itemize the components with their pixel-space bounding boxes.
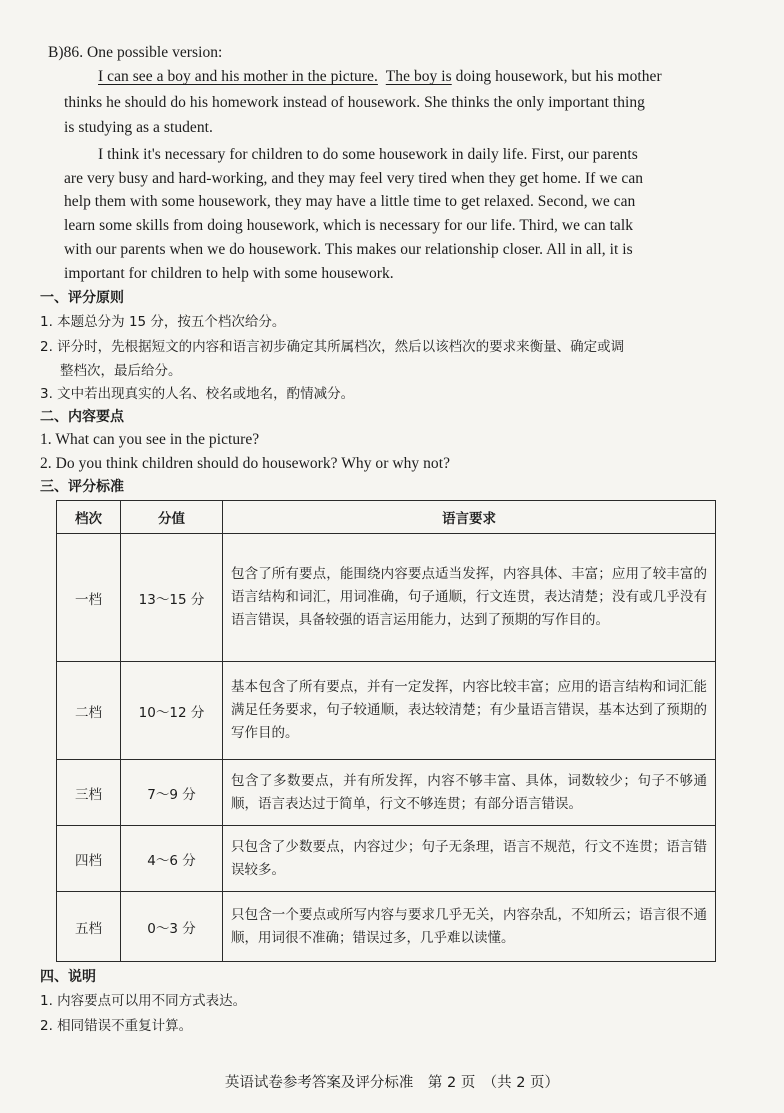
essay-p2-line6: important for children to help with some housework. [64,265,394,282]
section-heading-principles: 一、评分原则 [40,290,124,306]
section-heading-criteria: 三、评分标准 [40,479,124,495]
table-row [57,534,716,662]
content-point-1: 1. What can you see in the picture? [40,431,260,448]
essay-p1-line1 [98,67,662,87]
table-row [57,760,716,826]
essay-p1-line2: thinks he should do his homework instead of housework. She thinks the only important thing [64,94,645,111]
requirement-cell: 包含了多数要点，并有所发挥，内容不够丰富、具体，词数较少；句子不够通顺，语言表达过于简单，行文不够连贯；有部分语言错误。 [223,760,716,826]
table-row [57,892,716,962]
score-cell: 10～12 分 [121,662,223,760]
essay-p2-line5: with our parents when we do housework. This makes our relationship closer. All in all, it is [64,241,633,258]
note-1: 1. 内容要点可以用不同方式表达。 [40,993,247,1009]
essay-p2-line2: are very busy and hard-working, and they may feel very tired when they get home. If we can [64,170,644,187]
underlined-phrase: The boy is [385,68,452,85]
level-cell: 四档 [57,826,121,892]
header-requirement: 语言要求 [223,501,716,534]
requirement-cell: 基本包含了所有要点，并有一定发挥，内容比较丰富；应用的语言结构和词汇能满足任务要求，句子较通顺，表达较清楚；有少量语言错误，基本达到了预期的写作目的。 [223,662,716,760]
score-cell: 0～3 分 [121,892,223,962]
requirement-cell: 包含了所有要点，能围绕内容要点适当发挥，内容具体、丰富；应用了较丰富的语言结构和词汇，用词准确，句子通顺，行文连贯，表达清楚；没有或几乎没有语言错误，具备较强的语言运用能力，达到了预期的写作目的。 [223,534,716,662]
principle-2-line1: 2. 评分时，先根据短文的内容和语言初步确定其所属档次，然后以该档次的要求来衡量、确定或调 [40,339,625,355]
underlined-sentence: I can see a boy and his mother in the picture. [98,68,378,85]
table-header-row [57,501,716,534]
essay-p1-rest: doing housework, but his mother [451,68,662,85]
essay-p2-line3: help them with some housework, they may have a little time to get relaxed. Second, we can [64,193,636,210]
score-cell: 7～9 分 [121,760,223,826]
header-score: 分值 [121,501,223,534]
principle-1: 1. 本题总分为 15 分，按五个档次给分。 [40,314,286,330]
section-heading-notes: 四、说明 [40,969,96,985]
table-row [57,662,716,760]
essay-p2-line4: learn some skills from doing housework, which is necessary for our life. Third, we can talk [64,217,634,234]
principle-3: 3. 文中若出现真实的人名、校名或地名，酌情减分。 [40,386,355,402]
note-2: 2. 相同错误不重复计算。 [40,1018,193,1034]
score-cell: 13～15 分 [121,534,223,662]
principle-2-line2: 整档次，最后给分。 [60,363,182,379]
scoring-table [56,500,716,962]
level-cell: 五档 [57,892,121,962]
score-cell: 4～6 分 [121,826,223,892]
header-level: 档次 [57,501,121,534]
requirement-cell: 只包含一个要点或所写内容与要求几乎无关，内容杂乱，不知所云；语言很不通顺，用词很不准确；错误过多，几乎难以读懂。 [223,892,716,962]
essay-p2-line1: I think it's necessary for children to do some housework in daily life. First, our parents [98,146,638,163]
section-heading-content-points: 二、内容要点 [40,409,124,425]
essay-intro: B)86. One possible version: [48,44,223,61]
level-cell: 三档 [57,760,121,826]
level-cell: 二档 [57,662,121,760]
level-cell: 一档 [57,534,121,662]
essay-p1-line3: is studying as a student. [64,119,213,136]
table-row [57,826,716,892]
requirement-cell: 只包含了少数要点，内容过少；句子无条理，语言不规范，行文不连贯；语言错误较多。 [223,826,716,892]
page-footer: 英语试卷参考答案及评分标准 第 2 页 （共 2 页） [224,1075,560,1091]
content-point-2: 2. Do you think children should do housework? Why or why not? [40,455,451,472]
